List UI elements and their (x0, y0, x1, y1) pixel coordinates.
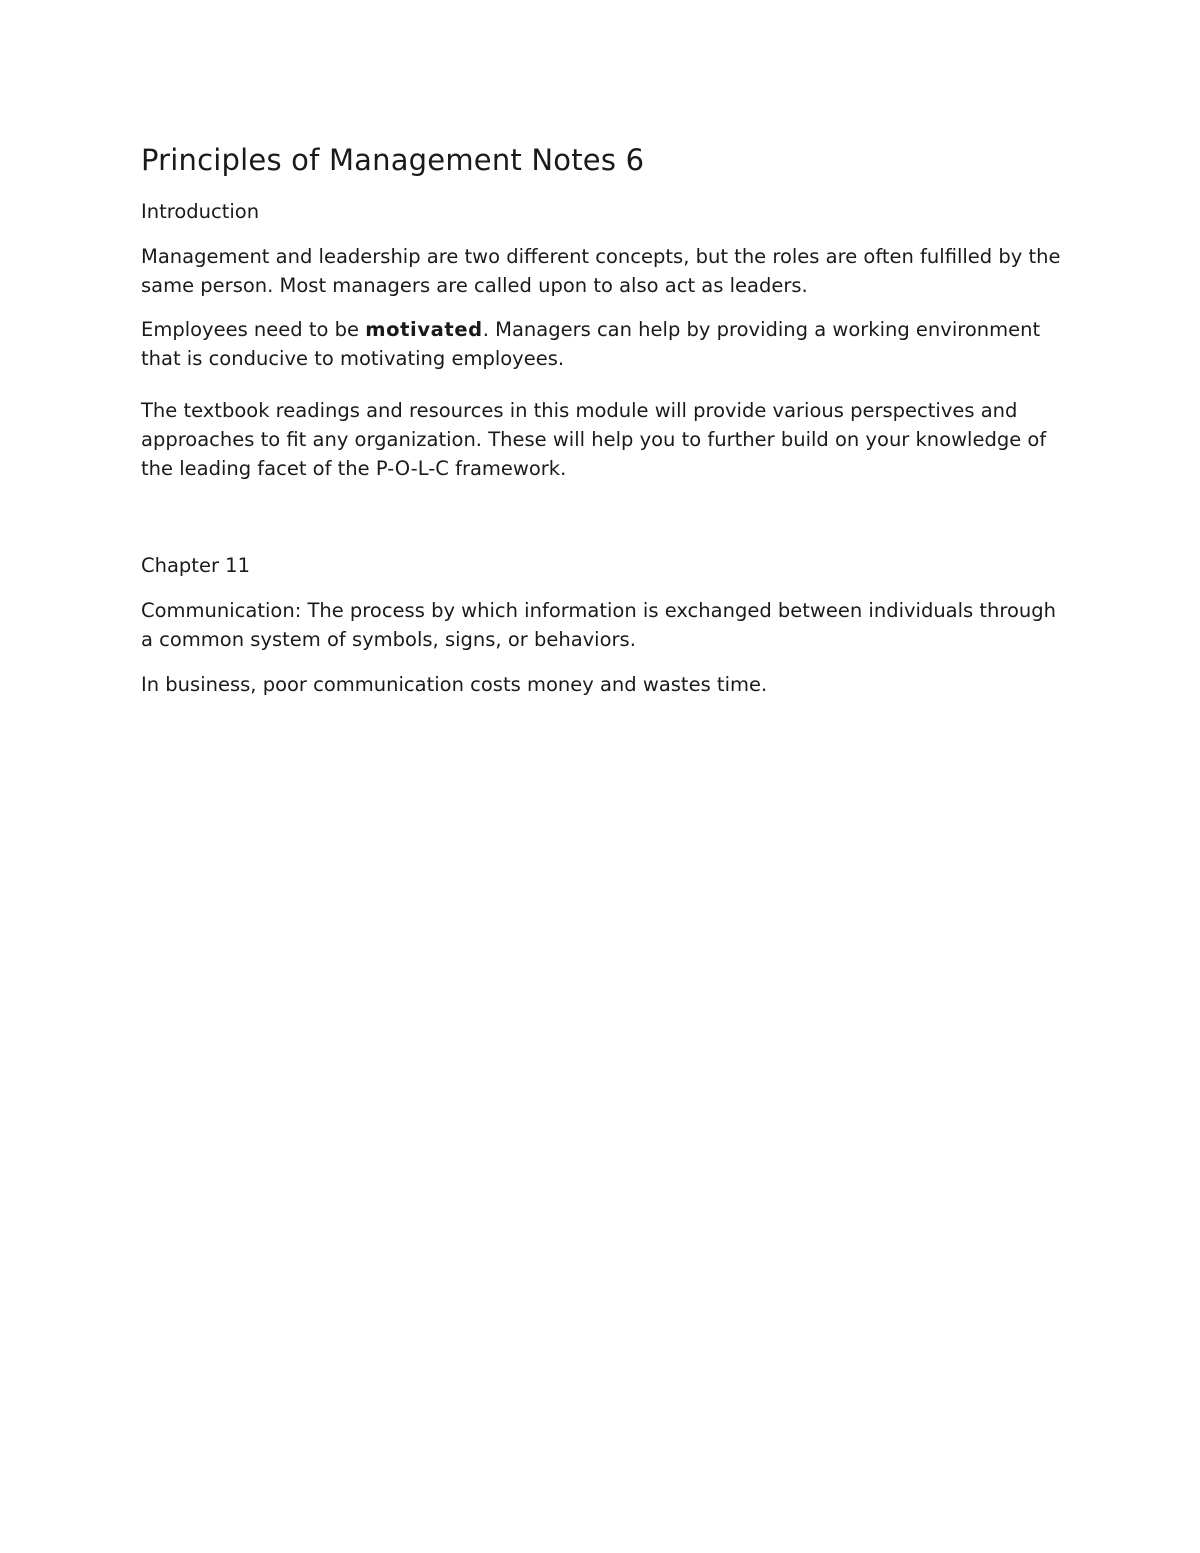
document-body (141, 140, 1061, 699)
paragraph-motivation (141, 315, 1061, 373)
paragraph-poor-communication: In business, poor communication costs money and wastes time. (141, 673, 768, 696)
paragraph-textbook-readings: The textbook readings and resources in this module will provide various perspectives and approaches to fit any organization. These will help you to further build on your knowledge of the leading facet of the P-O-L-C framework. (141, 399, 1047, 480)
paragraph-motivation-rest: . Managers can help by providing a working environment that is conducive to motivating employees. (141, 318, 1041, 370)
paragraph-motivation-lead: Employees need to be (141, 318, 366, 341)
section-heading-introduction: Introduction (141, 200, 260, 223)
bold-term-motivated: motivated (365, 318, 483, 341)
document-title: Principles of Management Notes 6 (141, 143, 645, 177)
paragraph-communication-definition: Communication: The process by which information is exchanged between individuals through a common system of symbols, signs, or behaviors. (141, 599, 1057, 651)
section-heading-chapter-11: Chapter 11 (141, 554, 250, 577)
paragraph-management-leadership: Management and leadership are two different concepts, but the roles are often fulfilled by the same person. Most managers are called upon to also act as leaders. (141, 245, 1061, 297)
